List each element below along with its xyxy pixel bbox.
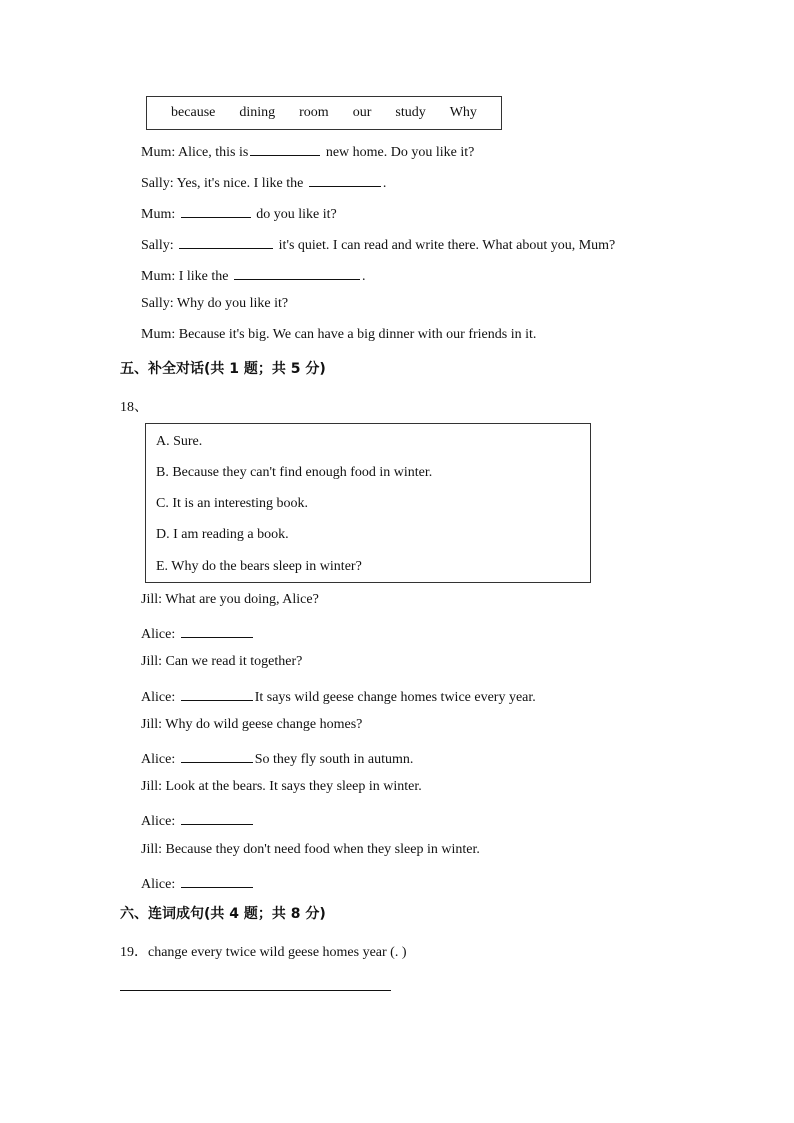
dialogue-line: Alice: bbox=[141, 873, 255, 893]
word-bank-item: dining bbox=[239, 105, 276, 120]
question-number: 18、 bbox=[120, 400, 148, 415]
word-bank-item: Why bbox=[449, 105, 477, 120]
answer-blank[interactable] bbox=[250, 141, 320, 156]
answer-blank[interactable] bbox=[309, 172, 381, 187]
dialogue-line: Jill: Because they don't need food when they sleep in winter. bbox=[141, 842, 480, 857]
option-item: A. Sure. bbox=[156, 434, 203, 449]
option-item: D. I am reading a book. bbox=[156, 527, 289, 542]
answer-blank[interactable] bbox=[181, 873, 253, 888]
dialogue-line: Alice: It says wild geese change homes twice every year. bbox=[141, 686, 536, 706]
option-item: C. It is an interesting book. bbox=[156, 496, 309, 511]
answer-blank[interactable] bbox=[179, 234, 273, 249]
dialogue-line: Jill: Look at the bears. It says they sleep in winter. bbox=[141, 779, 422, 794]
dialogue-line: Mum: do you like it? bbox=[141, 203, 337, 223]
answer-blank[interactable] bbox=[234, 265, 360, 280]
dialogue-line: Jill: Why do wild geese change homes? bbox=[141, 717, 363, 732]
answer-blank[interactable] bbox=[181, 748, 253, 763]
answer-blank[interactable] bbox=[181, 810, 253, 825]
word-bank-box bbox=[146, 96, 502, 130]
answer-blank[interactable] bbox=[181, 203, 251, 218]
answer-blank[interactable] bbox=[181, 623, 253, 638]
dialogue-line: Mum: I like the . bbox=[141, 265, 366, 285]
dialogue-line: Jill: What are you doing, Alice? bbox=[141, 592, 319, 607]
option-item: B. Because they can't find enough food in winter. bbox=[156, 465, 433, 480]
dialogue-line: Alice: bbox=[141, 623, 255, 643]
dialogue-line: Alice: bbox=[141, 810, 255, 830]
word-bank-item: study bbox=[395, 105, 426, 120]
dialogue-line: Mum: Because it's big. We can have a big dinner with our friends in it. bbox=[141, 327, 537, 342]
section-heading: 五、补全对话(共 1 题；共 5 分) bbox=[120, 361, 326, 377]
word-bank-item: because bbox=[171, 105, 216, 120]
word-bank-item: room bbox=[299, 105, 329, 120]
options-box bbox=[145, 423, 591, 583]
answer-blank[interactable] bbox=[181, 686, 253, 701]
dialogue-line: Jill: Can we read it together? bbox=[141, 654, 303, 669]
dialogue-line: Sally: it's quiet. I can read and write there. What about you, Mum? bbox=[141, 234, 615, 254]
dialogue-line: Sally: Why do you like it? bbox=[141, 296, 289, 311]
question-19: 19．change every twice wild geese homes year (. ) bbox=[120, 945, 407, 960]
option-item: E. Why do the bears sleep in winter? bbox=[156, 559, 362, 574]
dialogue-line: Sally: Yes, it's nice. I like the . bbox=[141, 172, 386, 192]
dialogue-line: Mum: Alice, this is new home. Do you like it? bbox=[141, 141, 474, 161]
answer-line[interactable] bbox=[120, 990, 391, 991]
dialogue-line: Alice: So they fly south in autumn. bbox=[141, 748, 413, 768]
section-heading: 六、连词成句(共 4 题；共 8 分) bbox=[120, 906, 326, 922]
word-bank-item: our bbox=[352, 105, 372, 120]
